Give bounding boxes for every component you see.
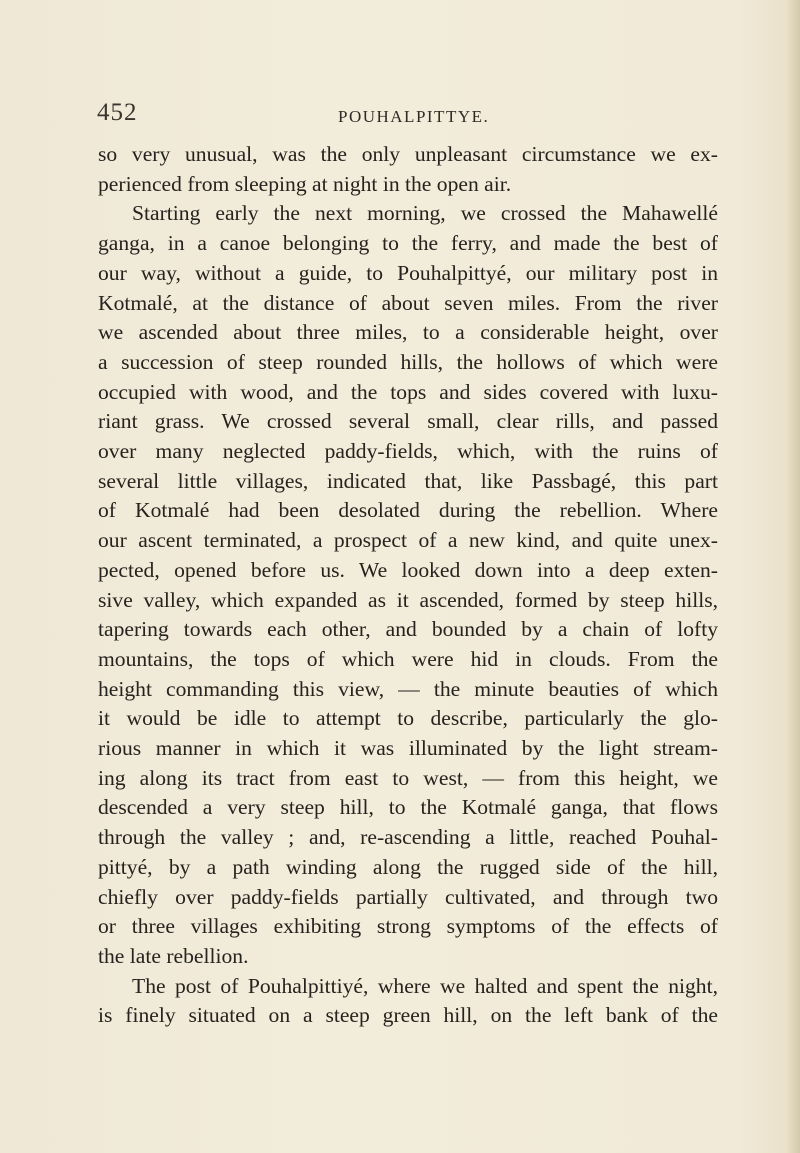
text-line: we ascended about three miles, to a considerable height, over (98, 320, 718, 345)
running-head: POUHALPITTYE. (338, 107, 490, 126)
text-line: Kotmalé, at the distance of about seven miles. From the river (98, 290, 718, 315)
text-line: occupied with wood, and the tops and sides covered with luxu- (98, 379, 718, 404)
page-edge-shadow (786, 0, 800, 1153)
text-line: sive valley, which expanded as it ascended, formed by steep hills, (98, 587, 718, 612)
text-line: ing along its tract from east to west, — from this height, we (98, 765, 718, 790)
text-line: or three villages exhibiting strong symptoms of the effects of (98, 914, 718, 939)
text-line: riant grass. We crossed several small, clear rills, and passed (98, 409, 718, 434)
text-line: our ascent terminated, a prospect of a new kind, and quite unex- (98, 528, 718, 553)
text-line: rious manner in which it was illuminated by the light stream- (98, 736, 718, 761)
text-line: descended a very steep hill, to the Kotmalé ganga, that flows (98, 795, 718, 820)
text-line: tapering towards each other, and bounded by a chain of lofty (98, 617, 718, 642)
text-line: Starting early the next morning, we crossed the Mahawellé (132, 201, 718, 226)
text-line: perienced from sleeping at night in the open air. (98, 171, 512, 196)
text-line: it would be idle to attempt to describe, particularly the glo- (98, 706, 718, 731)
page-number: 452 (97, 99, 138, 126)
text-line: through the valley ; and, re-ascending a little, reached Pouhal- (98, 825, 718, 850)
text-line: our way, without a guide, to Pouhalpittyé, our military post in (98, 260, 718, 285)
text-line: a succession of steep rounded hills, the hollows of which were (98, 349, 718, 374)
text-line: mountains, the tops of which were hid in clouds. From the (98, 646, 718, 671)
text-line: so very unusual, was the only unpleasant circumstance we ex- (98, 142, 718, 166)
text-line: of Kotmalé had been desolated during the rebellion. Where (98, 498, 718, 523)
text-line: over many neglected paddy-fields, which, with the ruins of (98, 439, 718, 464)
body-text (98, 140, 718, 1031)
text-line: the late rebellion. (98, 943, 249, 968)
text-line: pected, opened before us. We looked down into a deep exten- (98, 557, 718, 582)
text-line: is finely situated on a steep green hill, on the left bank of the (98, 1003, 718, 1028)
text-line: several little villages, indicated that, like Passbagé, this part (98, 468, 718, 493)
text-line: pittyé, by a path winding along the rugged side of the hill, (98, 854, 718, 879)
text-line: chiefly over paddy-fields partially cultivated, and through two (98, 884, 718, 909)
text-line: ganga, in a canoe belonging to the ferry, and made the best of (98, 231, 718, 256)
text-line: height commanding this view, — the minute beauties of which (98, 676, 718, 701)
text-line: The post of Pouhalpittiyé, where we halted and spent the night, (132, 973, 718, 998)
